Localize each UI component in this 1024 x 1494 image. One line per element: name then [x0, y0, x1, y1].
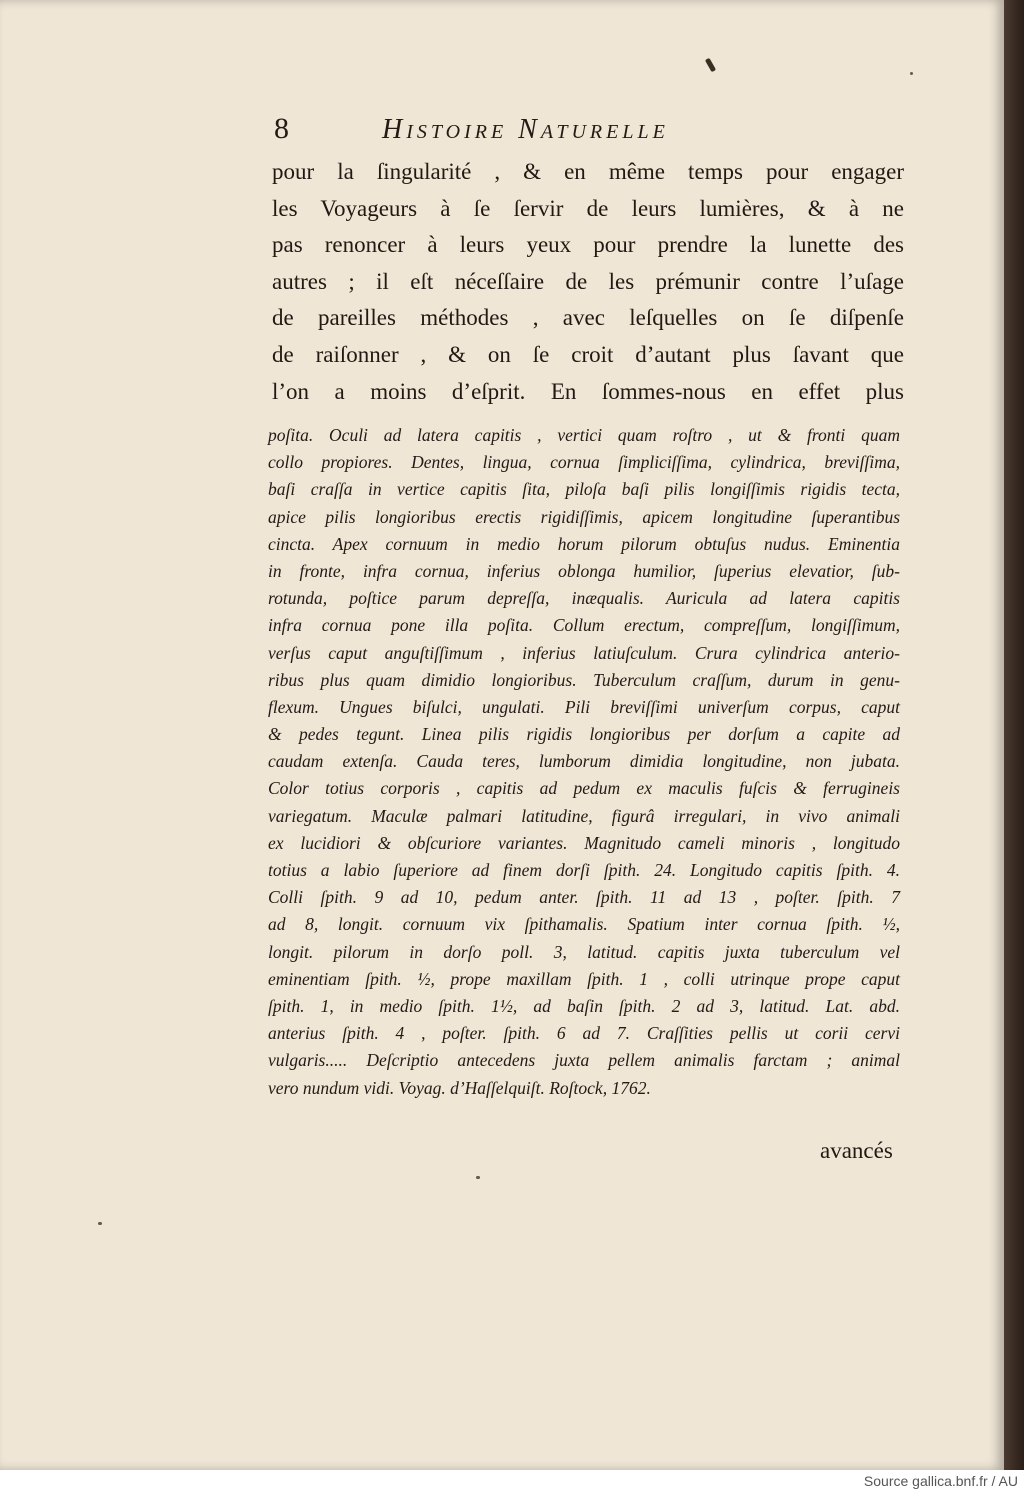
- text-line: les Voyageurs à ſe ſervir de leurs lumières, & à ne: [272, 195, 904, 221]
- running-title: Histoire Naturelle: [382, 114, 669, 145]
- ink-speck: [476, 1176, 480, 1179]
- footnote-line: rotunda, poſtice parum depreſſa, inæqualis. Auricula ad latera capitis: [268, 588, 900, 609]
- text-line: de raiſonner , & on ſe croit d’autant plus ſavant que: [272, 341, 904, 367]
- footnote-line: apice pilis longioribus erectis rigidiſſimis, apicem longitudine ſuperantibus: [268, 506, 900, 527]
- footer-bar: [0, 1470, 1024, 1494]
- ink-speck: [910, 72, 913, 75]
- footnote-line: Color totius corporis , capitis ad pedum ex maculis fuſcis & ferrugineis: [268, 778, 900, 799]
- text-line: de pareilles méthodes , avec leſquelles on ſe diſpenſe: [272, 305, 904, 331]
- footnote-line: infra cornua pone illa poſita. Collum erectum, compreſſum, longiſſimum,: [268, 615, 900, 636]
- footnote-line: anterius ſpith. 4 , poſter. ſpith. 6 ad 7. Craſſities pellis ut corii cervi: [268, 1023, 900, 1044]
- footnote-line: ex lucidiori & obſcuriore variantes. Magnitudo cameli minoris , longitudo: [268, 832, 900, 853]
- footnote-line: ſpith. 1, in medio ſpith. 1½, ad baſin ſpith. 2 ad 3, latitud. Lat. abd.: [268, 995, 900, 1016]
- footnote-line: eminentiam ſpith. ½, prope maxillam ſpith. 1 , colli utrinque prope caput: [268, 968, 900, 989]
- text-line: pour la ſingularité , & en même temps pour engager: [272, 159, 904, 184]
- footnote-line: ad 8, longit. cornuum vix ſpithamalis. Spatium inter cornua ſpith. ½,: [268, 914, 900, 935]
- footnote-line: variegatum. Maculæ palmari latitudine, figurâ irregulari, in vivo animali: [268, 805, 900, 826]
- footnote-line: & pedes tegunt. Linea pilis rigidis longioribus per dorſum a capite ad: [268, 724, 900, 745]
- footnote-line: in fronte, infra cornua, inferius oblonga humilior, ſuperius elevatior, ſub-: [268, 560, 900, 581]
- footnote-line: poſita. Oculi ad latera capitis , vertici quam roſtro , ut & fronti quam: [268, 425, 900, 445]
- footnote-line: vulgaris..... Deſcriptio antecedens juxta pellem animalis farctam ; animal: [268, 1050, 900, 1071]
- footnote-line: caudam extenſa. Cauda teres, lumborum dimidia longitudine, non jubata.: [268, 751, 900, 772]
- source-credit: Source gallica.bnf.fr / AU: [863, 1473, 1018, 1489]
- main-text: [272, 154, 904, 410]
- footnote-line: collo propiores. Dentes, lingua, cornua ſimpliciſſima, cylindrica, breviſſima,: [268, 452, 900, 473]
- footnote-line: totius a labio ſuperiore ad finem dorſi ſpith. 24. Longitudo capitis ſpith. 4.: [268, 860, 900, 880]
- catchword: avancés: [820, 1138, 893, 1163]
- footnote-line: verſus caput anguſtiſſimum , inferius latiuſculum. Crura cylindrica anterio-: [268, 642, 900, 663]
- footnote-line: baſi craſſa in vertice capitis ſita, piloſa baſi pilis longiſſimis rigidis tecta,: [268, 479, 900, 500]
- ink-speck: [98, 1222, 102, 1225]
- footnote-line: ribus plus quam dimidio longioribus. Tuberculum craſſum, durum in genu-: [268, 669, 900, 690]
- page-number: 8: [274, 112, 289, 145]
- footnote-line: Colli ſpith. 9 ad 10, pedum anter. ſpith. 11 ad 13 , poſter. ſpith. 7: [268, 887, 900, 908]
- page-header: [272, 112, 912, 148]
- ink-blot: [705, 58, 716, 73]
- footnote-line: longit. pilorum in dorſo poll. 3, latitud. capitis juxta tuberculum vel: [268, 941, 900, 962]
- text-line: l’on a moins d’eſprit. En ſommes-nous en effet plus: [272, 378, 904, 404]
- footnote: [268, 422, 900, 1102]
- text-line: autres ; il eſt néceſſaire de les prémunir contre l’uſage: [272, 268, 904, 294]
- book-edge: [1004, 0, 1024, 1470]
- footnote-line: vero nundum vidi. Voyag. d’Haſſelquiſt. Roſtock, 1762.: [268, 1077, 651, 1098]
- text-line: pas renoncer à leurs yeux pour prendre la lunette des: [272, 232, 904, 258]
- footnote-line: flexum. Ungues biſulci, ungulati. Pili breviſſimi univerſum corpus, caput: [268, 696, 900, 717]
- footnote-line: cincta. Apex cornuum in medio horum pilorum obtuſus nudus. Eminentia: [268, 533, 900, 554]
